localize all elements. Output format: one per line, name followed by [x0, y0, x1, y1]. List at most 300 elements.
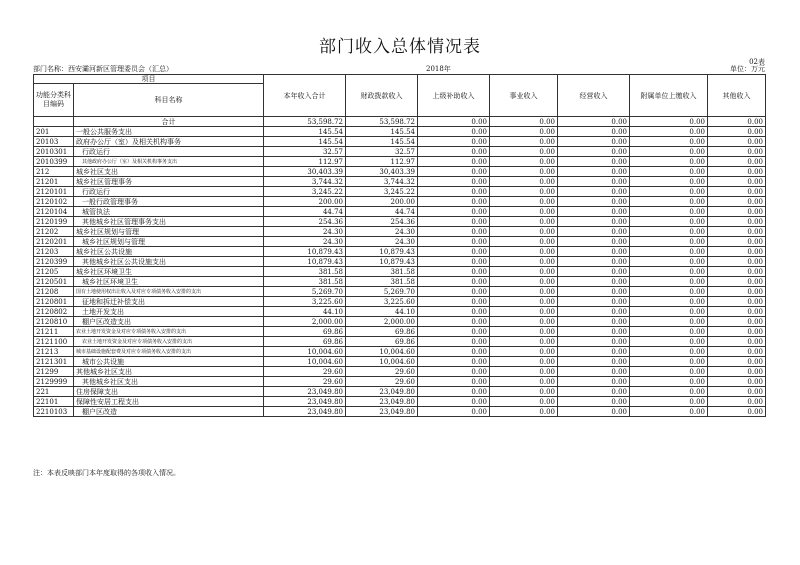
row-code: 2120201: [34, 237, 74, 247]
row-value: 0.00: [418, 347, 490, 357]
row-value: 32.57: [264, 147, 346, 157]
row-value: 0.00: [490, 237, 558, 247]
row-value: 0.00: [490, 207, 558, 217]
row-value: 0.00: [558, 257, 630, 267]
table-row: [34, 337, 766, 347]
row-value: 381.58: [346, 277, 418, 287]
table-row: [34, 147, 766, 157]
row-code: 2120199: [34, 217, 74, 227]
row-value: 381.58: [346, 267, 418, 277]
row-value: 32.57: [346, 147, 418, 157]
total-value: 0.00: [630, 117, 708, 127]
row-value: 0.00: [558, 247, 630, 257]
row-value: 0.00: [708, 387, 766, 397]
row-value: 0.00: [418, 377, 490, 387]
row-value: 0.00: [558, 217, 630, 227]
row-value: 3,225.60: [264, 297, 346, 307]
row-value: 0.00: [708, 347, 766, 357]
row-name: 其他城乡社区管理事务支出: [74, 217, 264, 227]
row-value: 0.00: [630, 147, 708, 157]
header-col: 其他收入: [708, 75, 766, 117]
row-value: 0.00: [630, 407, 708, 417]
row-value: 0.00: [558, 167, 630, 177]
row-value: 0.00: [558, 357, 630, 367]
row-value: 0.00: [708, 277, 766, 287]
row-value: 10,879.43: [264, 247, 346, 257]
row-value: 0.00: [490, 387, 558, 397]
row-value: 0.00: [708, 147, 766, 157]
row-value: 44.74: [346, 207, 418, 217]
row-value: 0.00: [490, 327, 558, 337]
footnote: 注：本表反映部门本年度取得的各项收入情况。: [33, 469, 180, 477]
row-value: 0.00: [418, 157, 490, 167]
row-name: 行政运行: [74, 147, 264, 157]
row-value: 0.00: [490, 407, 558, 417]
row-name: 城市公共设施: [74, 357, 264, 367]
row-code: 22101: [34, 397, 74, 407]
row-value: 29.60: [264, 377, 346, 387]
row-value: 0.00: [630, 367, 708, 377]
row-name: 城乡社区管理事务: [74, 177, 264, 187]
row-value: 0.00: [708, 127, 766, 137]
row-value: 0.00: [418, 367, 490, 377]
row-code: 21213: [34, 347, 74, 357]
row-value: 0.00: [630, 217, 708, 227]
row-value: 0.00: [708, 337, 766, 347]
row-value: 0.00: [630, 207, 708, 217]
row-value: 0.00: [418, 217, 490, 227]
row-name: 农业土地开发资金及对应专项债务收入安排的支出: [74, 337, 264, 347]
row-name: 一般公共服务支出: [74, 127, 264, 137]
row-name: 农业土地开发资金及对应专项债务收入安排的支出: [74, 327, 264, 337]
row-value: 29.60: [346, 367, 418, 377]
row-name: 征地和拆迁补偿支出: [74, 297, 264, 307]
table-row: [34, 357, 766, 367]
row-value: 0.00: [418, 177, 490, 187]
unit-label: 单位：万元: [730, 65, 765, 73]
row-name: 一般行政管理事务: [74, 197, 264, 207]
row-value: 0.00: [708, 267, 766, 277]
row-value: 69.86: [264, 327, 346, 337]
table-row: [34, 127, 766, 137]
row-value: 0.00: [490, 307, 558, 317]
row-value: 69.86: [346, 337, 418, 347]
row-name: 城乡社区环境卫生: [74, 267, 264, 277]
row-value: 0.00: [630, 227, 708, 237]
row-value: 145.54: [346, 127, 418, 137]
table-row: [34, 387, 766, 397]
row-value: 0.00: [558, 297, 630, 307]
row-value: 0.00: [558, 327, 630, 337]
row-value: 0.00: [558, 177, 630, 187]
table-row: [34, 177, 766, 187]
row-value: 0.00: [558, 187, 630, 197]
table-body: [34, 117, 766, 417]
row-value: 0.00: [630, 307, 708, 317]
total-label: 合计: [74, 117, 264, 127]
row-value: 0.00: [558, 277, 630, 287]
row-value: 0.00: [490, 147, 558, 157]
table-row: [34, 257, 766, 267]
row-name: 其他政府办公厅（室）及相关机构事务支出: [74, 157, 264, 167]
table-row: [34, 347, 766, 357]
row-value: 112.97: [346, 157, 418, 167]
row-value: 145.54: [264, 127, 346, 137]
row-value: 0.00: [490, 267, 558, 277]
row-value: 0.00: [630, 267, 708, 277]
row-value: 0.00: [490, 167, 558, 177]
row-code: 21205: [34, 267, 74, 277]
row-value: 3,245.22: [346, 187, 418, 197]
row-value: 0.00: [558, 397, 630, 407]
row-value: 0.00: [708, 157, 766, 167]
row-name: 棚户区改造: [74, 407, 264, 417]
row-value: 0.00: [558, 157, 630, 167]
row-value: 0.00: [558, 347, 630, 357]
row-value: 0.00: [558, 387, 630, 397]
row-value: 24.30: [264, 237, 346, 247]
row-value: 254.36: [346, 217, 418, 227]
table-row: [34, 187, 766, 197]
row-value: 0.00: [630, 287, 708, 297]
table-row: [34, 157, 766, 167]
row-value: 254.36: [264, 217, 346, 227]
row-code: 21211: [34, 327, 74, 337]
row-value: 0.00: [490, 187, 558, 197]
row-code: 2120501: [34, 277, 74, 287]
table-row: [34, 237, 766, 247]
row-value: 0.00: [630, 277, 708, 287]
row-code: 2210103: [34, 407, 74, 417]
row-code: 2120802: [34, 307, 74, 317]
row-code: 2010399: [34, 157, 74, 167]
row-value: 0.00: [418, 197, 490, 207]
row-value: 0.00: [558, 237, 630, 247]
row-value: 0.00: [630, 347, 708, 357]
row-value: 0.00: [558, 307, 630, 317]
row-name: 其他城乡社区支出: [74, 367, 264, 377]
row-code: 2121100: [34, 337, 74, 347]
row-value: 0.00: [630, 157, 708, 167]
total-value: 0.00: [490, 117, 558, 127]
row-value: 0.00: [708, 257, 766, 267]
row-value: 0.00: [630, 137, 708, 147]
meta-line: [33, 64, 765, 74]
row-value: 5,269.70: [264, 287, 346, 297]
row-value: 0.00: [630, 327, 708, 337]
row-value: 0.00: [490, 247, 558, 257]
row-name: 政府办公厅（室）及相关机构事务: [74, 137, 264, 147]
row-code: 21203: [34, 247, 74, 257]
row-value: 0.00: [418, 357, 490, 367]
row-value: 23,049.80: [346, 407, 418, 417]
row-value: 10,879.43: [264, 257, 346, 267]
total-value: 53,598.72: [264, 117, 346, 127]
row-value: 0.00: [708, 217, 766, 227]
total-value: 0.00: [418, 117, 490, 127]
table-row: [34, 407, 766, 417]
row-value: 200.00: [264, 197, 346, 207]
header-col: 本年收入合计: [264, 75, 346, 117]
header-code: 功能分类科目编码: [34, 84, 74, 117]
row-value: 0.00: [490, 367, 558, 377]
row-value: 0.00: [558, 137, 630, 147]
row-value: 145.54: [346, 137, 418, 147]
row-code: 221: [34, 387, 74, 397]
row-value: 0.00: [490, 157, 558, 167]
row-code: 21208: [34, 287, 74, 297]
row-value: 10,004.60: [346, 357, 418, 367]
row-value: 0.00: [630, 297, 708, 307]
row-value: 23,049.80: [264, 407, 346, 417]
row-name: 其他城乡社区支出: [74, 377, 264, 387]
row-code: 2129999: [34, 377, 74, 387]
table-row: [34, 327, 766, 337]
row-name: 城乡社区支出: [74, 167, 264, 177]
row-code: 201: [34, 127, 74, 137]
row-value: 0.00: [490, 317, 558, 327]
table-row: [34, 167, 766, 177]
row-value: 0.00: [490, 217, 558, 227]
row-value: 0.00: [558, 267, 630, 277]
row-value: 381.58: [264, 267, 346, 277]
row-value: 0.00: [708, 297, 766, 307]
table-row: [34, 377, 766, 387]
row-value: 0.00: [490, 277, 558, 287]
row-value: 0.00: [490, 287, 558, 297]
row-value: 0.00: [558, 197, 630, 207]
row-value: 0.00: [708, 307, 766, 317]
row-value: 0.00: [418, 337, 490, 347]
row-value: 0.00: [418, 147, 490, 157]
total-row: [34, 117, 766, 127]
row-value: 0.00: [630, 257, 708, 267]
table-row: [34, 217, 766, 227]
row-value: 0.00: [630, 247, 708, 257]
row-value: 0.00: [418, 257, 490, 267]
row-value: 0.00: [558, 227, 630, 237]
row-value: 3,744.32: [264, 177, 346, 187]
table-row: [34, 307, 766, 317]
total-value: 0.00: [708, 117, 766, 127]
row-value: 0.00: [418, 297, 490, 307]
row-value: 23,049.80: [346, 387, 418, 397]
row-value: 69.86: [346, 327, 418, 337]
row-name: 城乡社区环境卫生: [74, 277, 264, 287]
row-value: 30,403.39: [346, 167, 418, 177]
table-row: [34, 367, 766, 377]
row-code: 212: [34, 167, 74, 177]
row-value: 0.00: [558, 207, 630, 217]
row-value: 0.00: [708, 177, 766, 187]
row-code: 2121301: [34, 357, 74, 367]
table-row: [34, 277, 766, 287]
header-col: 附属单位上缴收入: [630, 75, 708, 117]
row-value: 24.30: [346, 237, 418, 247]
row-code: 21202: [34, 227, 74, 237]
row-value: 10,879.43: [346, 247, 418, 257]
total-code-cell: [34, 117, 74, 127]
row-name: 棚户区改造支出: [74, 317, 264, 327]
header-col: 上级补助收入: [418, 75, 490, 117]
row-value: 29.60: [264, 367, 346, 377]
row-value: 23,049.80: [346, 397, 418, 407]
total-value: 0.00: [558, 117, 630, 127]
row-value: 0.00: [418, 207, 490, 217]
row-value: 0.00: [630, 317, 708, 327]
row-value: 0.00: [418, 397, 490, 407]
row-value: 0.00: [630, 397, 708, 407]
row-name: 保障性安居工程支出: [74, 397, 264, 407]
row-value: 0.00: [630, 377, 708, 387]
row-value: 10,004.60: [264, 347, 346, 357]
row-value: 381.58: [264, 277, 346, 287]
department-name: 部门名称：西安灞河新区管理委员会（汇总）: [33, 65, 173, 73]
row-value: 0.00: [418, 387, 490, 397]
row-name: 城管执法: [74, 207, 264, 217]
row-value: 0.00: [558, 127, 630, 137]
row-value: 0.00: [558, 377, 630, 387]
row-value: 0.00: [418, 407, 490, 417]
row-value: 112.97: [264, 157, 346, 167]
row-code: 2120810: [34, 317, 74, 327]
table-row: [34, 197, 766, 207]
row-name: 行政运行: [74, 187, 264, 197]
row-value: 29.60: [346, 377, 418, 387]
row-value: 44.74: [264, 207, 346, 217]
row-value: 0.00: [490, 357, 558, 367]
row-value: 0.00: [418, 267, 490, 277]
row-code: 21201: [34, 177, 74, 187]
row-value: 0.00: [418, 167, 490, 177]
row-name: 城市基础设施配套费及对应专项债务收入安排的支出: [74, 347, 264, 357]
row-value: 0.00: [418, 327, 490, 337]
row-value: 44.10: [264, 307, 346, 317]
row-code: 2010301: [34, 147, 74, 157]
row-value: 0.00: [708, 247, 766, 257]
table-row: [34, 317, 766, 327]
row-code: 21299: [34, 367, 74, 377]
row-name: 国有土地使用权出让收入及对应专项债务收入安排的支出: [74, 287, 264, 297]
row-value: 10,004.60: [346, 347, 418, 357]
row-value: 0.00: [490, 197, 558, 207]
row-value: 0.00: [708, 407, 766, 417]
row-value: 0.00: [630, 357, 708, 367]
row-code: 2120399: [34, 257, 74, 267]
row-value: 0.00: [558, 147, 630, 157]
row-value: 0.00: [490, 137, 558, 147]
row-value: 0.00: [418, 317, 490, 327]
row-value: 0.00: [490, 347, 558, 357]
row-code: 2120104: [34, 207, 74, 217]
row-value: 24.30: [264, 227, 346, 237]
row-value: 0.00: [418, 247, 490, 257]
row-value: 0.00: [708, 287, 766, 297]
row-value: 0.00: [630, 167, 708, 177]
row-name: 城乡社区规划与管理: [74, 237, 264, 247]
row-value: 0.00: [418, 137, 490, 147]
row-value: 0.00: [490, 297, 558, 307]
row-name: 土地开发支出: [74, 307, 264, 317]
row-value: 0.00: [490, 227, 558, 237]
row-value: 0.00: [490, 257, 558, 267]
row-name: 城乡社区规划与管理: [74, 227, 264, 237]
table-row: [34, 297, 766, 307]
row-value: 0.00: [708, 227, 766, 237]
row-value: 2,000.00: [264, 317, 346, 327]
total-value: 53,598.72: [346, 117, 418, 127]
row-value: 0.00: [418, 127, 490, 137]
row-value: 23,049.80: [264, 387, 346, 397]
row-code: 2120101: [34, 187, 74, 197]
row-value: 0.00: [418, 237, 490, 247]
table-row: [34, 247, 766, 257]
year-label: 2018年: [426, 65, 451, 73]
header-project: 项目: [34, 75, 264, 84]
table-number: 02表: [749, 58, 765, 66]
row-value: 0.00: [418, 227, 490, 237]
row-value: 10,004.60: [264, 357, 346, 367]
row-value: 0.00: [630, 237, 708, 247]
row-value: 0.00: [490, 127, 558, 137]
table-row: [34, 267, 766, 277]
row-value: 0.00: [418, 277, 490, 287]
row-value: 0.00: [708, 367, 766, 377]
row-value: 3,225.60: [346, 297, 418, 307]
row-value: 0.00: [558, 317, 630, 327]
row-value: 0.00: [708, 207, 766, 217]
row-value: 0.00: [630, 127, 708, 137]
row-value: 0.00: [630, 187, 708, 197]
row-value: 0.00: [708, 167, 766, 177]
row-value: 0.00: [418, 287, 490, 297]
row-value: 0.00: [630, 197, 708, 207]
row-value: 0.00: [490, 377, 558, 387]
income-table: [33, 74, 766, 417]
row-value: 0.00: [708, 237, 766, 247]
row-value: 0.00: [708, 137, 766, 147]
page-title: 部门收入总体情况表: [319, 37, 481, 57]
table-row: [34, 207, 766, 217]
row-code: 2120801: [34, 297, 74, 307]
row-value: 30,403.39: [264, 167, 346, 177]
row-value: 0.00: [708, 197, 766, 207]
row-value: 0.00: [630, 387, 708, 397]
row-value: 200.00: [346, 197, 418, 207]
row-value: 0.00: [630, 177, 708, 187]
row-value: 44.10: [346, 307, 418, 317]
row-name: 住房保障支出: [74, 387, 264, 397]
row-value: 0.00: [418, 187, 490, 197]
row-value: 23,049.80: [264, 397, 346, 407]
row-value: 2,000.00: [346, 317, 418, 327]
row-value: 0.00: [708, 187, 766, 197]
row-value: 0.00: [558, 367, 630, 377]
row-name: 其他城乡社区公共设施支出: [74, 257, 264, 267]
row-code: 20103: [34, 137, 74, 147]
table-row: [34, 137, 766, 147]
row-value: 10,879.43: [346, 257, 418, 267]
row-value: 0.00: [630, 337, 708, 347]
table-row: [34, 397, 766, 407]
table-row: [34, 227, 766, 237]
row-value: 0.00: [558, 337, 630, 347]
row-name: 城乡社区公共设施: [74, 247, 264, 257]
row-value: 69.86: [264, 337, 346, 347]
row-value: 0.00: [708, 377, 766, 387]
header-col: 财政拨款收入: [346, 75, 418, 117]
row-value: 0.00: [708, 327, 766, 337]
